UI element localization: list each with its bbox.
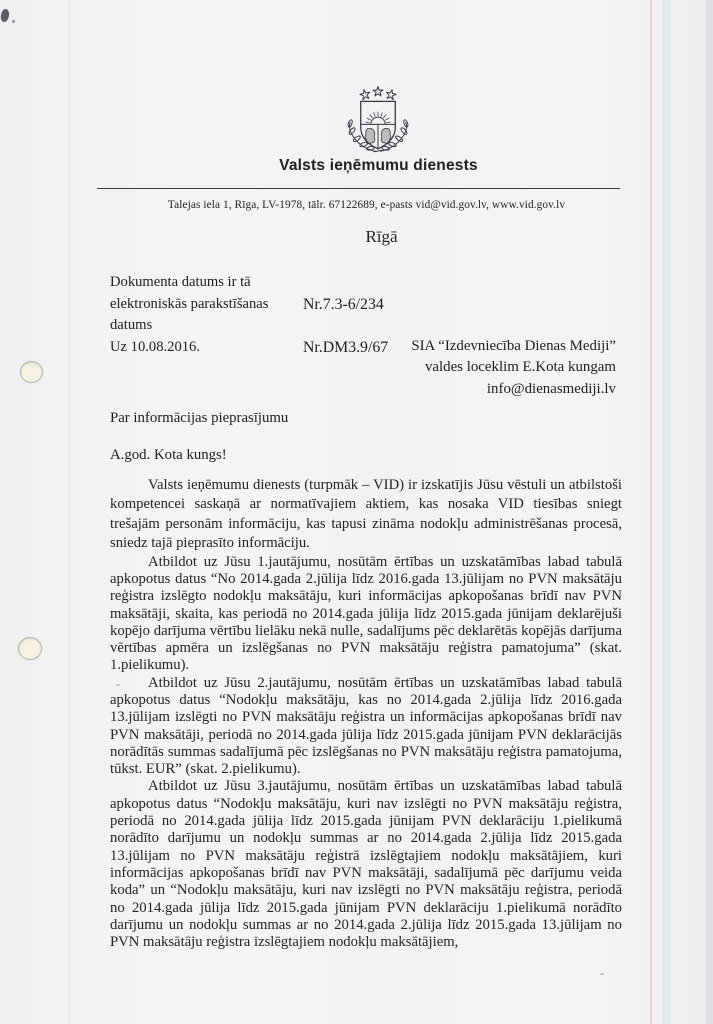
- reference-number: Nr.DM3.9/67: [303, 338, 389, 356]
- scan-edge-shade: [706, 0, 713, 1024]
- header-divider: [97, 188, 620, 189]
- scan-streak: [69, 0, 70, 1024]
- letter-body: [110, 476, 622, 951]
- scan-speck: [600, 973, 604, 975]
- scan-streak-pink: [650, 0, 652, 1024]
- recipient-email: info@dienasmediji.lv: [486, 380, 616, 397]
- date-note-line2: elektroniskās parakstīšanas datums: [110, 295, 269, 333]
- scan-corner-dot: [12, 20, 15, 23]
- recipient-block: [411, 336, 616, 400]
- date-note-line1: Dokumenta datums ir tā: [110, 274, 251, 290]
- scan-streak-blue: [662, 0, 671, 1024]
- body-paragraph-4: Atbildot uz Jūsu 3.jautājumu, nosūtām ērtības un uzskatāmības labad tabulā apkopotus datus “Nodokļu maksātāju, kuri nav izslēgti no PVN maksātāju reģistra, periodā no 2014.gada jūlija līdz 2015.gada jūnijam PVN deklarāciju 1.pielikumā norādīto darījumu un nodokļu summas ar no 2014.gada 2.jūlija līdz 2015.gada 13.jūlijam no PVN maksātāju reģistrā izslēgtajiem nodokļu maksātājiem, kuri informācijas apkopošanas brīdī nav PVN maksātāji, sadalījumā pēc darījumu veida koda” un “Nodokļu maksātāju, kuri nav izslēgti no PVN maksātāju reģistra, periodā no 2014.gada jūlija līdz 2015.gada jūnijam PVN deklarāciju 1.pielikumā norādīto darījumu un nodokļu summas ar no 2014.gada 2.jūlija līdz 2015.gada 13.jūlijam no PVN maksātāju reģistra izslēgtajiem nodokļu maksātājiem,: [110, 778, 622, 951]
- subject-line: Par informācijas pieprasījumu: [110, 410, 289, 426]
- org-address-line: Talejas iela 1, Rīga, LV-1978, tālr. 67122689, e-pasts vid@vid.gov.lv, www.vid.gov.lv: [167, 199, 566, 211]
- scan-corner-mark: [0, 8, 10, 23]
- recipient-company: SIA “Izdevniecība Dienas Mediji”: [411, 338, 616, 354]
- city-label: Rīgā: [365, 227, 398, 246]
- body-paragraph-1: Valsts ieņēmumu dienests (turpmāk – VID) ir izskatījis Jūsu vēstuli un atbilstoši kompetencei saskaņā ar normatīvajiem aktiem, kas nosaka VID tiesības sniegt trešajām personām informāciju, kas tapusi zināma nodokļu administrēšanas procesā, sniedz tajā pieprasīto informāciju.: [110, 477, 622, 552]
- reference-block: [110, 272, 388, 358]
- body-paragraph-3: Atbildot uz Jūsu 2.jautājumu, nosūtām ērtības un uzskatāmības labad tabulā apkopotus datus “Nodokļu maksātāju, kas no 2014.gada 2.jūlija līdz 2016.gada 13.jūlijam izslēgti no PVN maksātāju reģistra un informācijas apkopošanas brīdī nav PVN maksātāji, periodā no 2014.gada jūlija līdz 2015.gada jūnijam PVN deklarācijās norādītās summas sadalījumā pēc izslēgšanas no PVN maksātāju reģistra pamatojuma, tūkst. EUR” (skat. 2.pielikumu).: [110, 674, 622, 778]
- reply-to-date: Uz 10.08.2016.: [110, 338, 200, 355]
- org-name: Valsts ieņēmumu dienests: [279, 157, 478, 174]
- punch-hole: [18, 637, 42, 660]
- document-number: Nr.7.3-6/234: [303, 295, 384, 313]
- coat-of-arms-icon: [330, 85, 426, 157]
- salutation: A.god. Kota kungs!: [110, 447, 227, 463]
- body-paragraph-2: Atbildot uz Jūsu 1.jautājumu, nosūtām ērtības un uzskatāmības labad tabulā apkopotus datus “No 2014.gada 2.jūlija līdz 2016.gada 13.jūlijam no PVN maksātāju reģistra izslēgto nodokļu maksātāju, kuri informācijas apkopošanas brīdī nav PVN maksātāji, skaita, kas periodā no 2014.gada jūlija līdz 2015.gada jūnijam deklarējuši kopējo darījuma vērtību lielāku nekā nulle, sadalījums pēc deklarētās kopējās darījuma vērtības apmēra un izslēgšanas no PVN maksātāju reģistra pamatojuma” (skat. 1.pielikumu).: [110, 553, 622, 674]
- recipient-person: valdes loceklim E.Kota kungam: [424, 359, 616, 376]
- punch-hole: [20, 361, 43, 383]
